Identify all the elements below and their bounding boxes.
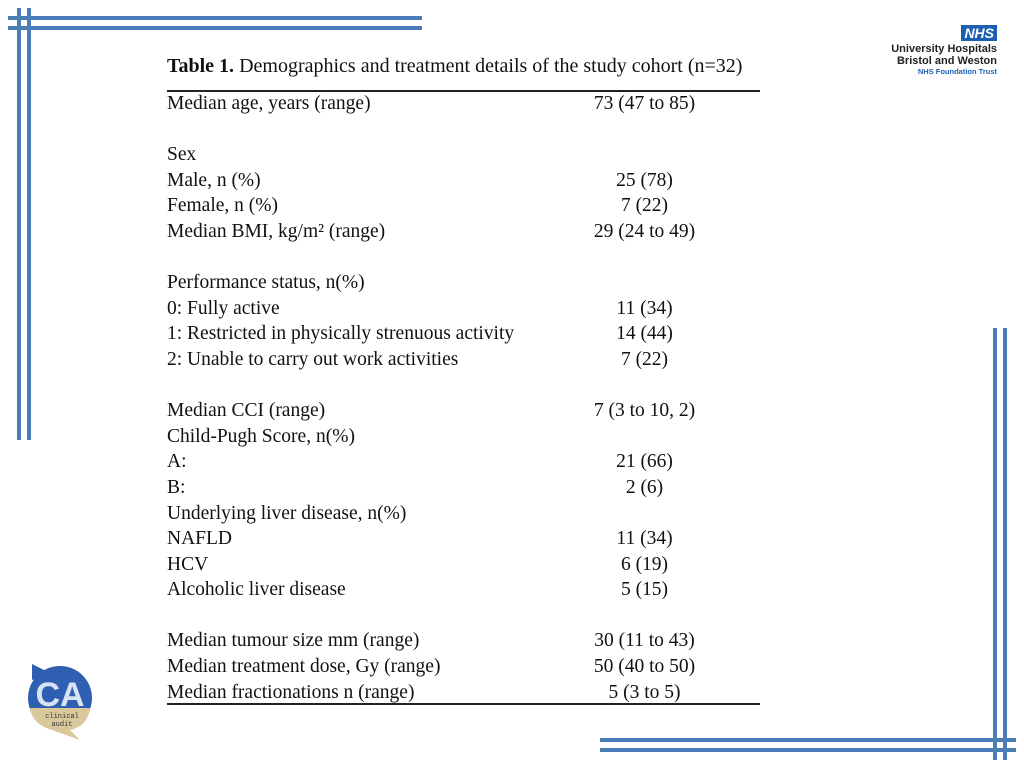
row-label: B: xyxy=(167,476,186,498)
table-row xyxy=(167,501,760,527)
table-row xyxy=(167,680,760,706)
table-row xyxy=(167,321,760,347)
row-value: 6 (19) xyxy=(620,553,669,575)
table-row xyxy=(167,552,760,578)
row-label: Median age, years (range) xyxy=(167,93,371,114)
row-label: A: xyxy=(167,451,187,473)
row-label: 1: Restricted in physically strenuous activity xyxy=(167,323,515,345)
table-row xyxy=(167,347,760,373)
table-row xyxy=(167,398,760,424)
row-label: Median CCI (range) xyxy=(167,400,326,422)
row-value: 2 (6) xyxy=(625,476,664,498)
row-label: Performance status, n(%) xyxy=(167,272,365,294)
row-label: Sex xyxy=(167,144,197,166)
row-label: Median fractionations n (range) xyxy=(167,681,415,703)
decor-line xyxy=(600,738,1016,742)
logo-line: University Hospitals xyxy=(891,43,997,55)
table-row xyxy=(167,193,760,219)
decor-line xyxy=(993,328,997,760)
table-row xyxy=(167,168,760,194)
row-label: HCV xyxy=(167,553,209,575)
table-row xyxy=(167,270,760,296)
row-value: 11 (34) xyxy=(616,297,673,319)
decor-line xyxy=(8,16,422,20)
logo-line: Bristol and Weston xyxy=(896,55,997,67)
demographics-table xyxy=(167,91,760,705)
row-value: 7 (22) xyxy=(620,195,669,217)
table-row xyxy=(167,475,760,501)
clinical-audit-logo xyxy=(22,660,98,742)
row-label: Median tumour size mm (range) xyxy=(167,630,420,652)
table-caption: Demographics and treatment details of the study cohort (n=32) xyxy=(234,55,743,77)
row-value: 73 (47 to 85) xyxy=(593,93,696,114)
table-row xyxy=(167,91,760,117)
table-number: Table 1. xyxy=(167,55,235,77)
row-label: NAFLD xyxy=(167,528,233,550)
svg-text:audit: audit xyxy=(51,721,73,729)
decor-line xyxy=(27,8,31,440)
decor-line xyxy=(17,8,21,440)
table-row xyxy=(167,296,760,322)
row-value: 5 (15) xyxy=(620,579,669,601)
nhs-logo xyxy=(891,25,997,77)
table-row xyxy=(167,449,760,475)
svg-text:CA: CA xyxy=(35,676,85,714)
row-value: 30 (11 to 43) xyxy=(594,630,695,652)
row-label: 0: Fully active xyxy=(167,297,280,319)
row-value: 50 (40 to 50) xyxy=(593,656,696,678)
row-label: Male, n (%) xyxy=(167,169,261,191)
row-value: 11 (34) xyxy=(616,528,673,550)
table-row xyxy=(167,424,760,450)
row-label: Alcoholic liver disease xyxy=(167,579,346,601)
table-title xyxy=(167,55,742,78)
decor-line xyxy=(8,26,422,30)
row-label: 2: Unable to carry out work activities xyxy=(167,348,459,370)
row-value: 21 (66) xyxy=(616,451,673,473)
row-label: Child-Pugh Score, n(%) xyxy=(167,425,355,447)
table-row xyxy=(167,526,760,552)
row-value: 14 (44) xyxy=(616,323,673,345)
table-row xyxy=(167,219,760,245)
row-value: 7 (22) xyxy=(620,348,669,370)
table-row xyxy=(167,654,760,680)
row-value: 29 (24 to 49) xyxy=(593,220,696,242)
logo-line: NHS Foundation Trust xyxy=(917,67,997,76)
row-value: 5 (3 to 5) xyxy=(608,681,681,703)
table-row xyxy=(167,628,760,654)
decor-line xyxy=(1003,328,1007,760)
row-value: 7 (3 to 10, 2) xyxy=(593,400,696,422)
nhs-badge: NHS xyxy=(961,25,997,41)
row-value: 25 (78) xyxy=(616,169,673,191)
table-row xyxy=(167,577,760,603)
row-label: Median BMI, kg/m² (range) xyxy=(167,220,386,242)
row-label: Underlying liver disease, n(%) xyxy=(167,502,407,524)
table-bottom-rule xyxy=(167,703,760,705)
svg-text:clinical: clinical xyxy=(45,713,79,721)
row-label: Median treatment dose, Gy (range) xyxy=(167,656,441,678)
table-row xyxy=(167,142,760,168)
row-label: Female, n (%) xyxy=(167,195,279,217)
decor-line xyxy=(600,748,1016,752)
